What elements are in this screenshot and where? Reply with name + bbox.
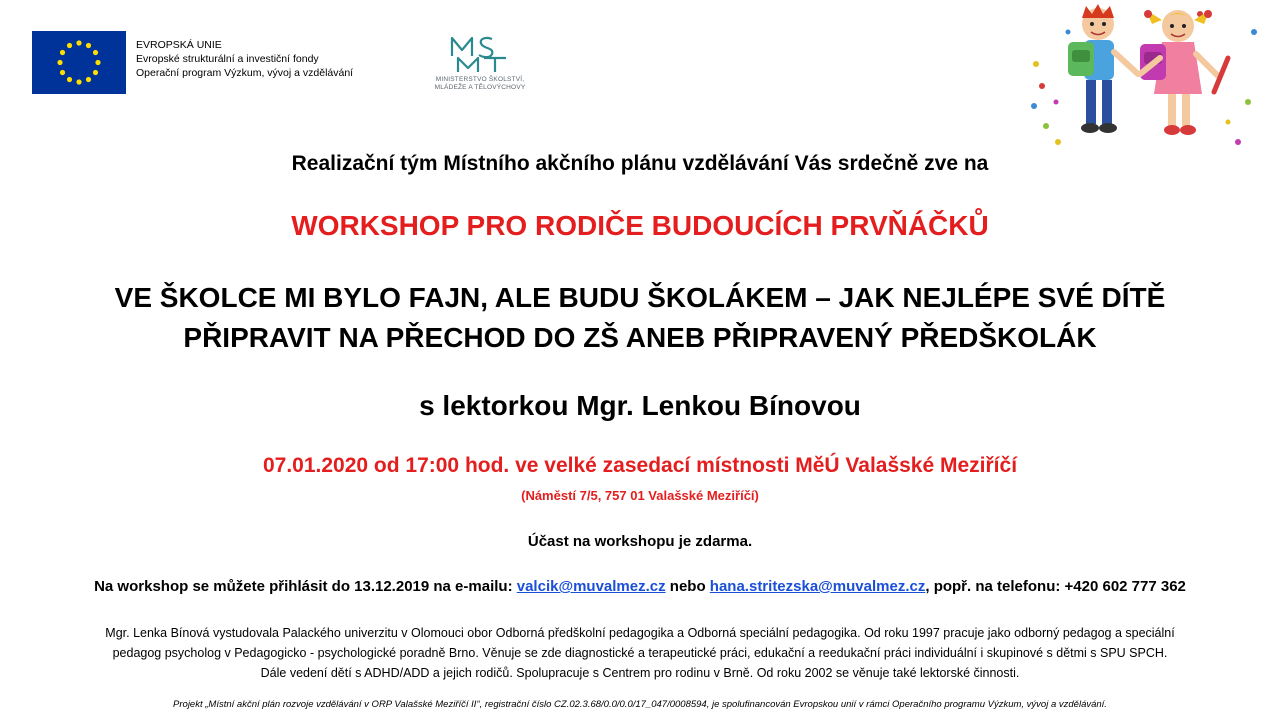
registration-suffix: , popř. na telefonu: +420 602 777 362 — [925, 578, 1186, 595]
msmt-logo-icon — [448, 34, 510, 74]
registration-prefix: Na workshop se můžete přihlásit do 13.12.2019 na e-mailu: — [94, 578, 517, 595]
eu-logo-line1: EVROPSKÁ UNIE — [136, 39, 222, 51]
project-footer: Projekt „Místní akční plán rozvoje vzdělávání v ORP Valašské Meziříčí II“, registrační číslo CZ.02.3.68/0.0/0.0/17_047/0008594, je spolufinancován Evropskou unií v rámci Operačního programu Výzkum, vývoj a vzdělávání. — [173, 699, 1107, 710]
eu-logo-line3: Operační program Výzkum, vývoj a vzdělávání — [136, 67, 354, 79]
address-text: (Náměstí 7/5, 757 01 Valašské Meziříčí) — [521, 488, 759, 503]
bio-line3: Dále vedení dětí s ADHD/ADD a jejich rodičů. Spolupracuje s Centrem pro rodinu v Brně. Od roku 2002 se věnuje také lektorské činnosti. — [260, 666, 1020, 680]
workshop-title: WORKSHOP PRO RODIČE BUDOUCÍCH PRVŇÁČKŮ — [291, 210, 989, 241]
bio-line2: pedagog psycholog v Pedagogicko - psychologické poradně Brno. Věnuje se zde diagnostické a terapeutické práci, edukační a reedukační práci individuální i skupinové s dětmi s SPU SPCH. — [112, 646, 1168, 660]
workshop-subtitle — [0, 278, 1280, 358]
msmt-caption-line1: MINISTERSTVO ŠKOLSTVÍ, — [435, 76, 525, 83]
date-place-text: 07.01.2020 od 17:00 hod. ve velké zasedací místnosti MěÚ Valašské Meziříčí — [262, 454, 1018, 477]
kids-with-backpacks-icon — [1028, 2, 1264, 154]
lecturer-bio — [20, 623, 1260, 683]
msmt-logo-caption — [418, 76, 542, 92]
invitation-text: Realizační tým Místního akčního plánu vzdělávání Vás srdečně zve na — [291, 152, 989, 175]
msmt-caption-line2: MLÁDEŽE A TĚLOVÝCHOVY — [434, 84, 526, 91]
registration-middle: nebo — [665, 578, 710, 595]
subtitle-line2: PŘIPRAVIT NA PŘECHOD DO ZŠ ANEB PŘIPRAVENÝ PŘEDŠKOLÁK — [183, 322, 1097, 353]
subtitle-line1: VE ŠKOLCE MI BYLO FAJN, ALE BUDU ŠKOLÁKEM – JAK NEJLÉPE SVÉ DÍTĚ — [114, 282, 1166, 313]
eu-logo-text — [136, 38, 353, 80]
free-entry-text: Účast na workshopu je zdarma. — [527, 533, 753, 550]
registration-text — [0, 578, 1280, 595]
email-link-stritezska[interactable]: hana.stritezska@muvalmez.cz — [709, 578, 926, 595]
lecturer-text: s lektorkou Mgr. Lenkou Bínovou — [419, 390, 861, 421]
bio-line1: Mgr. Lenka Bínová vystudovala Palackého univerzitu v Olomouci obor Odborná předškolní pedagogika a Odborná speciální pedagogika. Od roku 1997 pracuje jako odborný pedagog a speciální — [105, 626, 1175, 640]
msmt-logo — [418, 34, 542, 96]
eu-logo-line2: Evropské strukturální a investiční fondy — [136, 53, 319, 65]
eu-flag-icon — [32, 31, 126, 94]
email-link-valcik[interactable]: valcik@muvalmez.cz — [516, 578, 666, 595]
